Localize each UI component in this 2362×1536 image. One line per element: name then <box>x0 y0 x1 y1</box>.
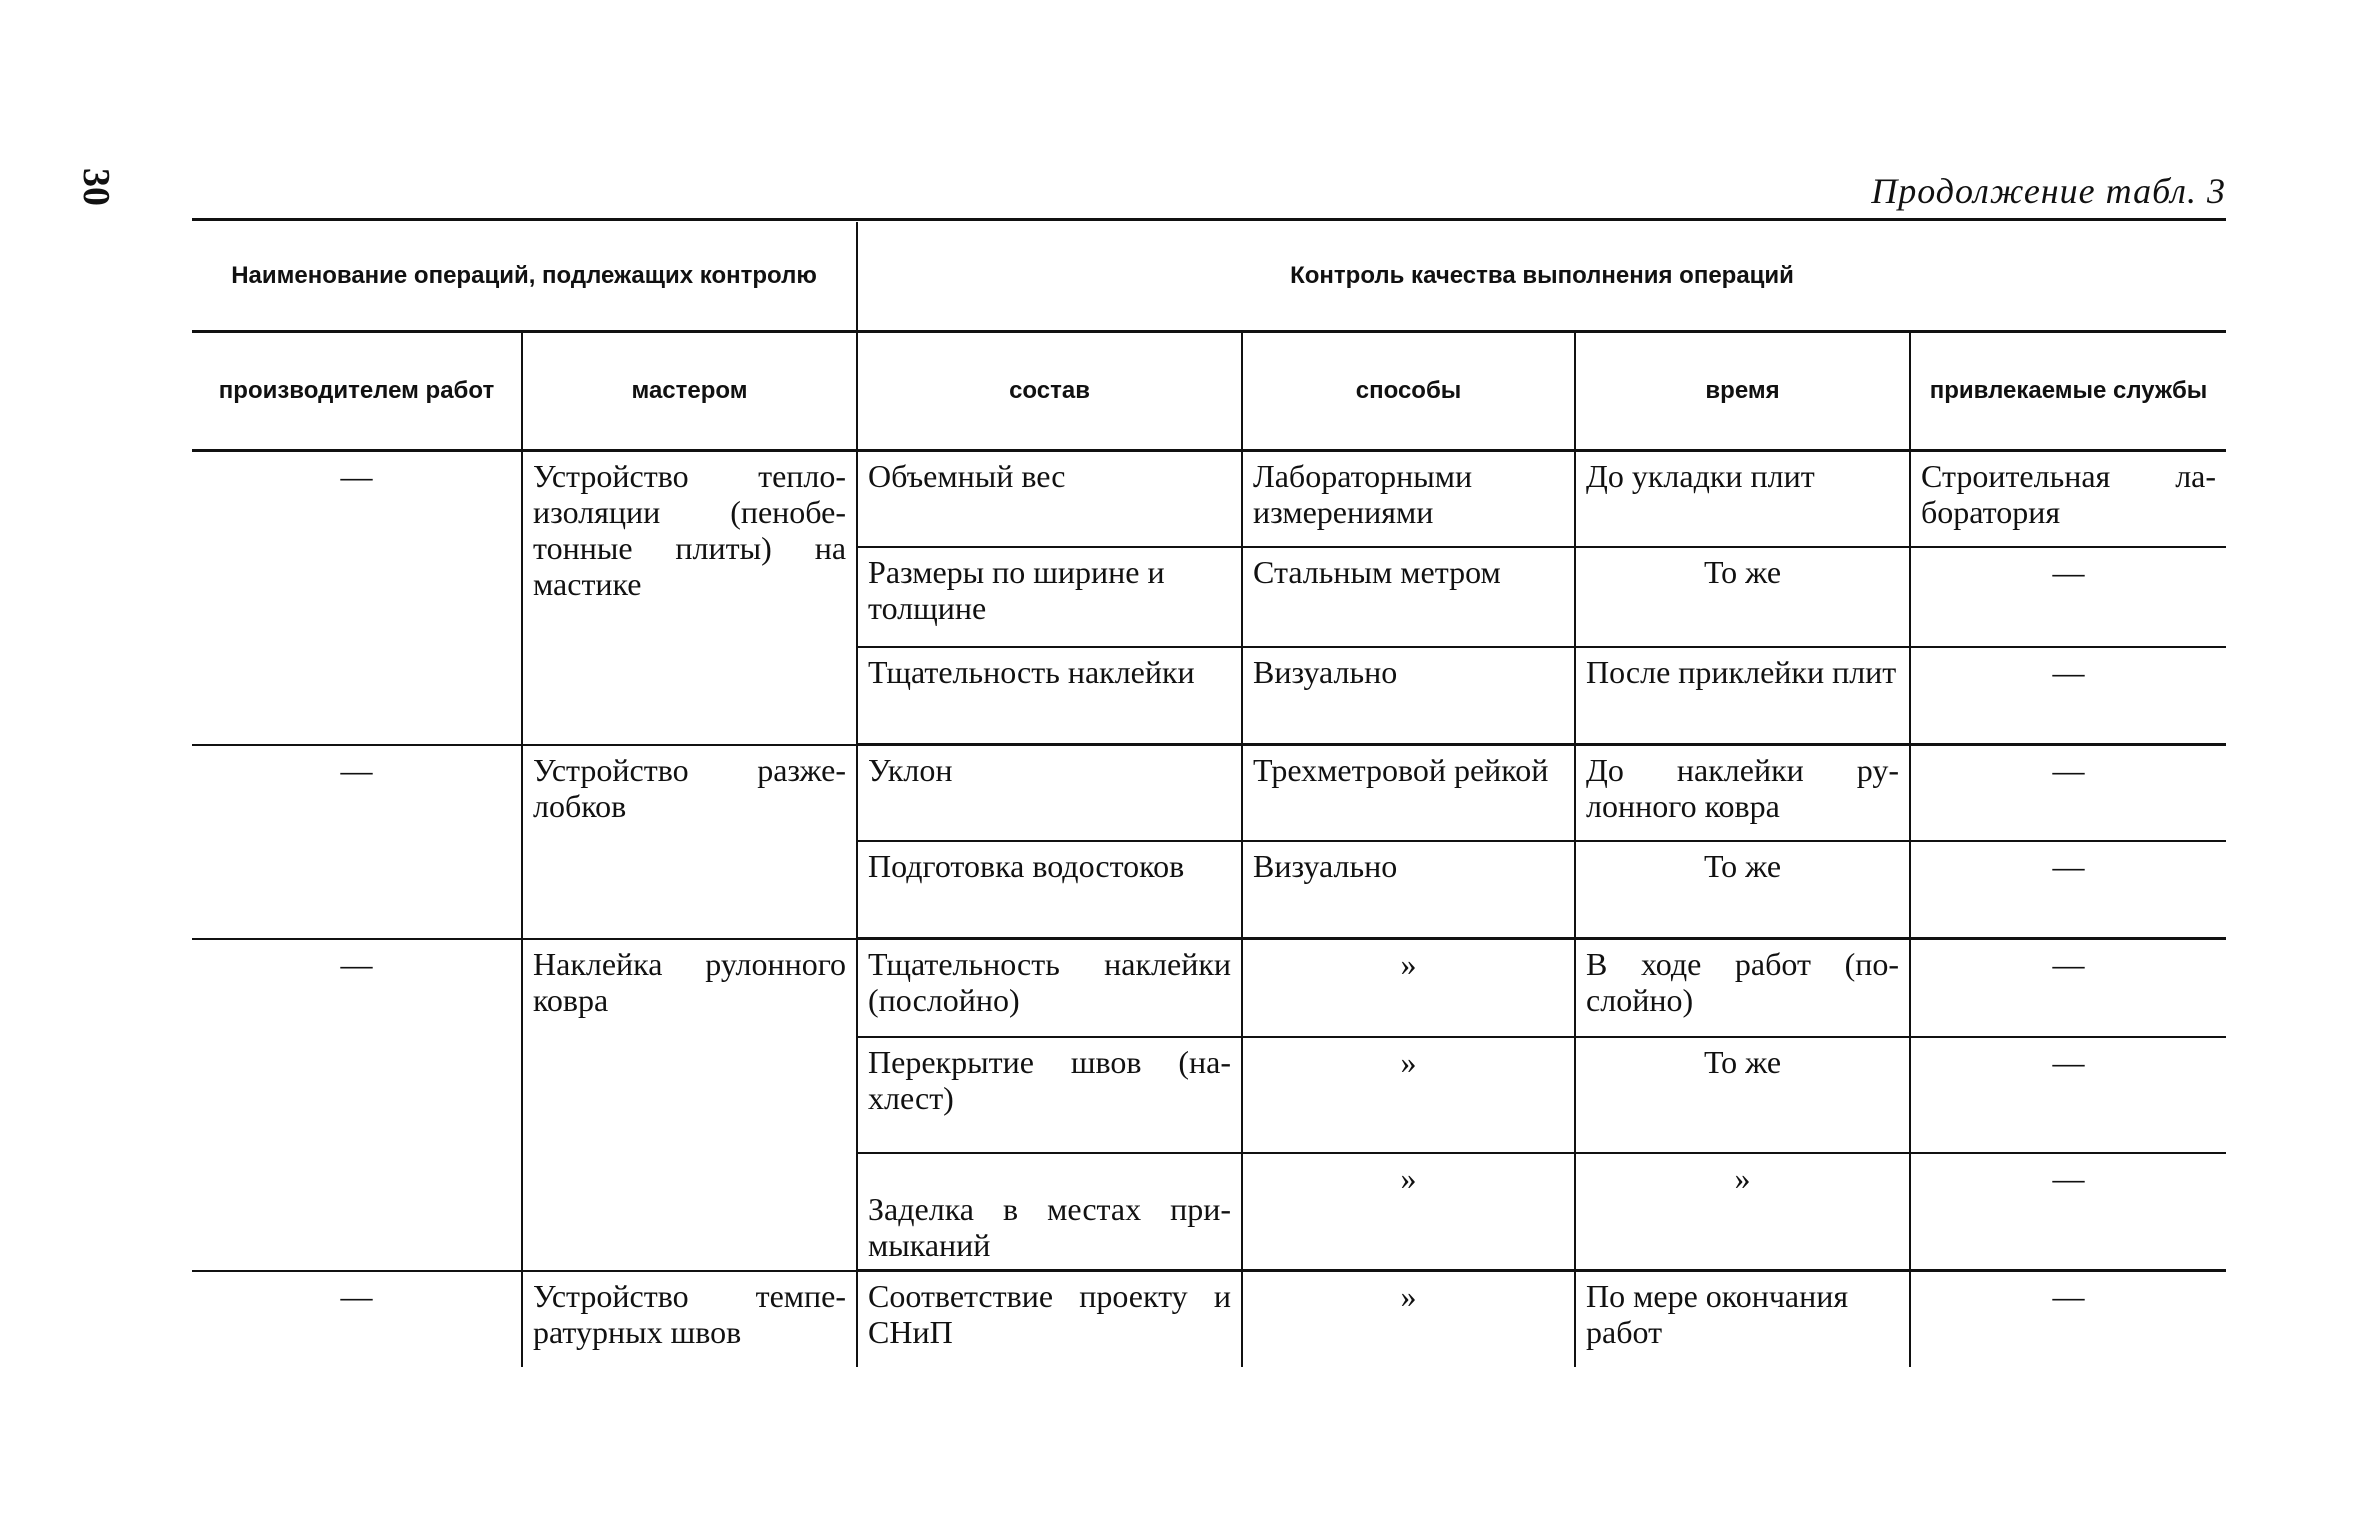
operation-cell: Наклейка рулонного ковра <box>522 939 857 1271</box>
time-cell: То же <box>1575 841 1910 939</box>
header-composition: состав <box>857 332 1242 451</box>
method-cell: Визуально <box>1242 647 1575 745</box>
service-cell: — <box>1910 547 2226 647</box>
service-cell: — <box>1910 1271 2226 1367</box>
producer-cell: — <box>192 451 522 745</box>
composition-cell: Тщательность наклейки (послойно) <box>857 939 1242 1037</box>
composition-cell: Перекрытие швов (нахлест) <box>857 1037 1242 1153</box>
top-rule <box>192 218 2226 221</box>
composition-cell: Тщательность наклейки <box>857 647 1242 745</box>
method-cell: Лабораторными измерениями <box>1242 451 1575 547</box>
service-cell: — <box>1910 647 2226 745</box>
page-number: 30 <box>75 168 117 206</box>
composition-cell: Уклон <box>857 745 1242 841</box>
service-cell: — <box>1910 841 2226 939</box>
service-cell: — <box>1910 1037 2226 1153</box>
header-time: время <box>1575 332 1910 451</box>
time-cell: По мере окончания работ <box>1575 1271 1910 1367</box>
time-cell: То же <box>1575 1037 1910 1153</box>
operation-cell: Устройство разжелобков <box>522 745 857 939</box>
header-services: привлекаемые службы <box>1910 332 2226 451</box>
time-cell: То же <box>1575 547 1910 647</box>
time-cell: До наклейки рулонного ковра <box>1575 745 1910 841</box>
header-producer: производителем работ <box>192 332 522 451</box>
composition-cell: Подготовка водостоков <box>857 841 1242 939</box>
method-cell: » <box>1242 939 1575 1037</box>
service-cell: — <box>1910 939 2226 1037</box>
operation-cell: Устройство температурных швов <box>522 1271 857 1367</box>
method-cell: » <box>1242 1271 1575 1367</box>
producer-cell: — <box>192 745 522 939</box>
method-cell: Трехметровой рейкой <box>1242 745 1575 841</box>
operation-cell: Устройство теплоизоляции (пенобетонные плиты) на мастике <box>522 451 857 745</box>
header-master: мастером <box>522 332 857 451</box>
quality-control-table <box>192 222 2226 1367</box>
method-cell: » <box>1242 1037 1575 1153</box>
service-cell: — <box>1910 745 2226 841</box>
service-cell: Строительная лаборатория <box>1910 451 2226 547</box>
producer-cell: — <box>192 939 522 1271</box>
header-quality-control: Контроль качества выполнения операций <box>857 222 2226 332</box>
method-cell: Визуально <box>1242 841 1575 939</box>
time-cell: После приклейки плит <box>1575 647 1910 745</box>
service-cell: — <box>1910 1153 2226 1271</box>
composition-cell: Размеры по ширине и толщине <box>857 547 1242 647</box>
time-cell: В ходе работ (послойно) <box>1575 939 1910 1037</box>
time-cell: » <box>1575 1153 1910 1271</box>
composition-cell: Заделка в местах примыканий <box>857 1153 1242 1271</box>
time-cell: До укладки плит <box>1575 451 1910 547</box>
table-caption: Продолжение табл. 3 <box>1871 171 2226 211</box>
header-methods: способы <box>1242 332 1575 451</box>
method-cell: » <box>1242 1153 1575 1271</box>
method-cell: Стальным метром <box>1242 547 1575 647</box>
composition-cell: Соответствие проекту и СНиП <box>857 1271 1242 1367</box>
composition-cell: Объемный вес <box>857 451 1242 547</box>
header-operation-names: Наименование операций, подлежащих контролю <box>192 222 857 332</box>
producer-cell: — <box>340 1277 373 1314</box>
